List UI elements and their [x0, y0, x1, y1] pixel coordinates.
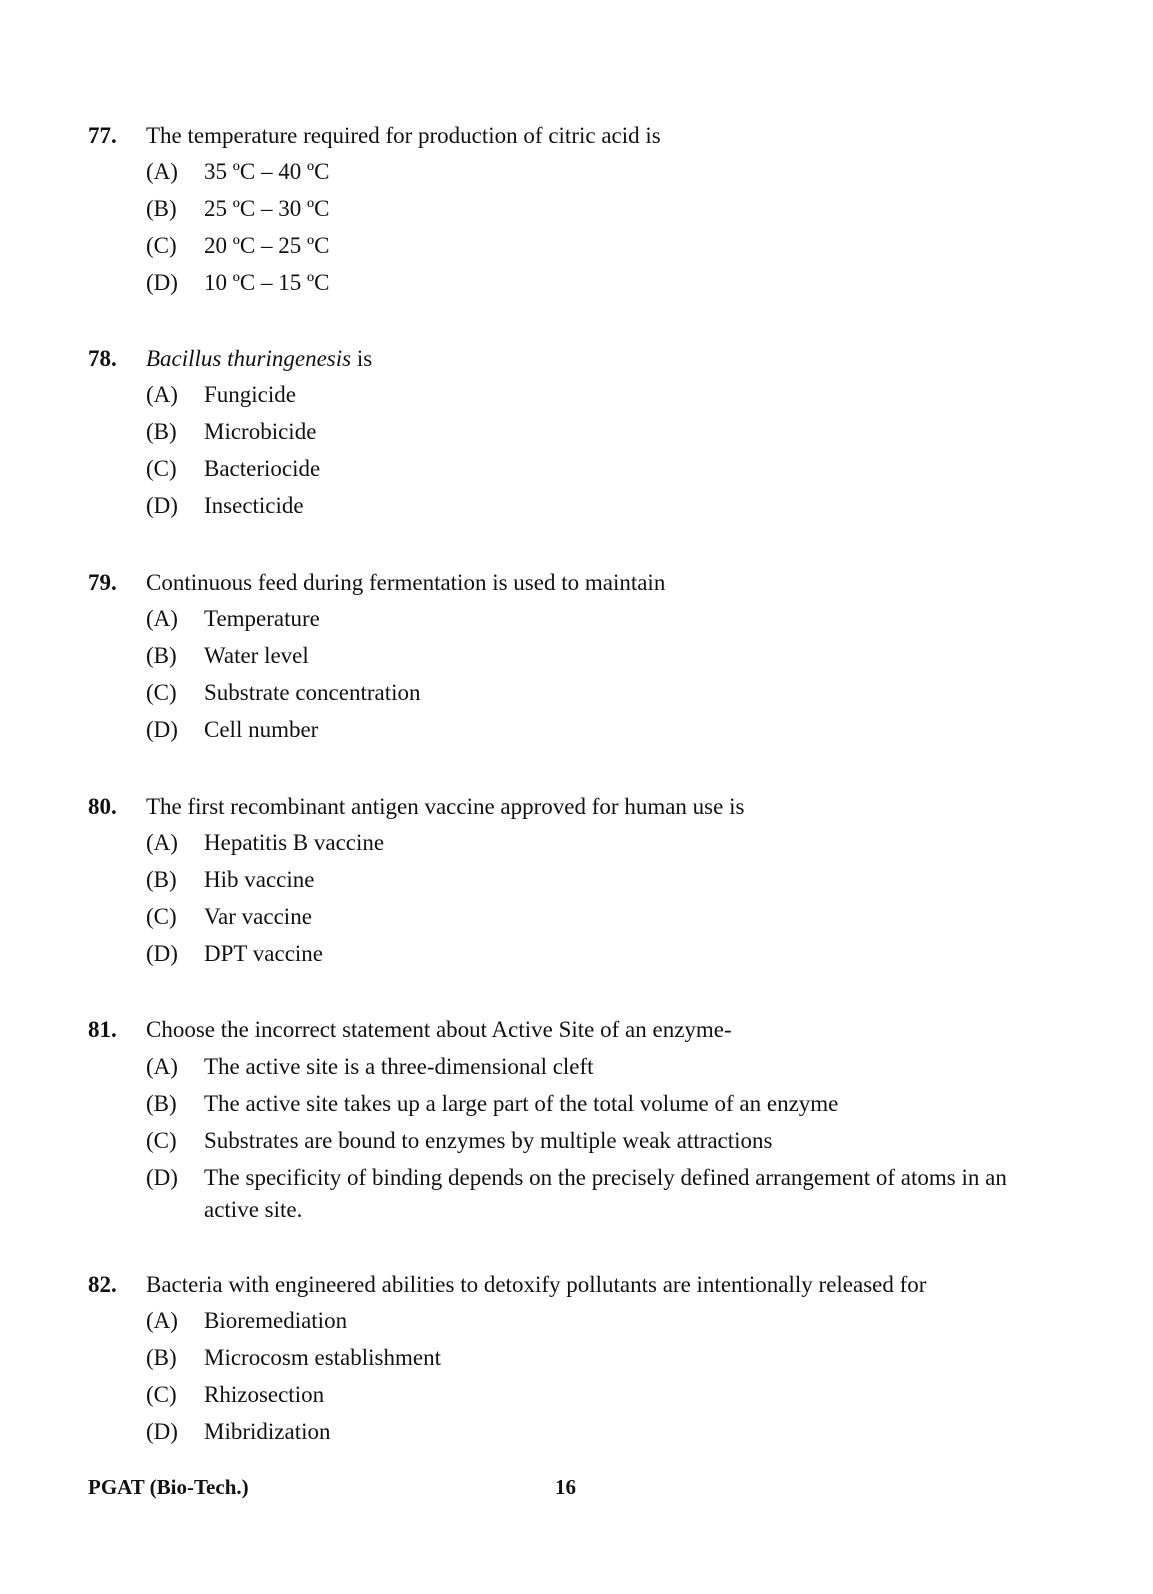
option-label: (C): [146, 233, 177, 258]
option-text: Hib vaccine: [204, 867, 315, 892]
question-number: 77.: [88, 123, 117, 148]
question-stem-line: [0, 119, 1153, 153]
option-text: Bacteriocide: [204, 456, 321, 481]
question-stem: Continuous feed during fermentation is used to maintain: [146, 570, 666, 595]
option-label: (B): [146, 419, 177, 444]
option-label: (D): [146, 941, 178, 966]
option-text: Temperature: [204, 606, 320, 631]
option-label: (B): [146, 1091, 177, 1116]
option-text: Cell number: [204, 717, 319, 742]
question-number: 79.: [88, 570, 117, 595]
question-stem-line: [0, 790, 1153, 824]
option-text: Fungicide: [204, 382, 296, 407]
option-label: (C): [146, 1382, 177, 1407]
option-text: Substrate concentration: [204, 680, 421, 705]
question-number: 80.: [88, 794, 117, 819]
option-label: (D): [146, 270, 178, 295]
option-text: Substrates are bound to enzymes by multiple weak attractions: [204, 1128, 773, 1153]
option-text: Hepatitis B vaccine: [204, 830, 385, 855]
question-stem-line: [0, 1268, 1153, 1302]
option-label: (A): [146, 1308, 178, 1333]
option-label: (D): [146, 1165, 178, 1190]
page-number: 16: [555, 1475, 576, 1499]
option-text: 20 ºC – 25 ºC: [204, 233, 330, 258]
option-text: Water level: [204, 643, 309, 668]
option-text: The active site takes up a large part of the total volume of an enzyme: [204, 1091, 839, 1116]
option-label: (D): [146, 717, 178, 742]
page-footer: [0, 1470, 1153, 1504]
question-stem: Choose the incorrect statement about Active Site of an enzyme-: [146, 1017, 732, 1042]
option-label: (C): [146, 1128, 177, 1153]
option-label: (B): [146, 867, 177, 892]
option-label: (A): [146, 606, 178, 631]
option-label: (C): [146, 680, 177, 705]
option-text: Insecticide: [204, 493, 304, 518]
option-label: (C): [146, 904, 177, 929]
option-label: (B): [146, 196, 177, 221]
option-label: (B): [146, 643, 177, 668]
question-stem: Bacteria with engineered abilities to detoxify pollutants are intentionally released for: [146, 1272, 927, 1297]
option-text: Bioremediation: [204, 1308, 348, 1333]
option-text: The specificity of binding depends on the precisely defined arrangement of atoms in an active site.: [204, 1165, 1007, 1222]
option-label: (B): [146, 1345, 177, 1370]
option-label: (A): [146, 382, 178, 407]
option-label: (C): [146, 456, 177, 481]
option-label: (A): [146, 830, 178, 855]
option-text: Mibridization: [204, 1419, 331, 1444]
question-stem-line: [0, 1013, 1153, 1047]
option-label: (D): [146, 493, 178, 518]
question-stem: The temperature required for production of citric acid is: [146, 123, 661, 148]
option-text: The active site is a three-dimensional cleft: [204, 1054, 594, 1079]
question-number: 81.: [88, 1017, 117, 1042]
question-stem-line: [0, 566, 1153, 600]
option-text: Rhizosection: [204, 1382, 325, 1407]
option-text: Microcosm establishment: [204, 1345, 441, 1370]
option-text: 10 ºC – 15 ºC: [204, 270, 330, 295]
option-text: Microbicide: [204, 419, 317, 444]
option-text: 35 ºC – 40 ºC: [204, 159, 330, 184]
option-label: (D): [146, 1419, 178, 1444]
question-stem-line: [0, 342, 1153, 376]
question-stem: [146, 342, 372, 376]
question-stem: The first recombinant antigen vaccine approved for human use is: [146, 794, 745, 819]
option-label: (A): [146, 1054, 178, 1079]
option-text: Var vaccine: [204, 904, 312, 929]
option-text: 25 ºC – 30 ºC: [204, 196, 330, 221]
question-stem-suffix: is: [351, 346, 373, 371]
question-number: 82.: [88, 1272, 117, 1297]
option-text: DPT vaccine: [204, 941, 324, 966]
paper-code: PGAT (Bio-Tech.): [88, 1475, 249, 1499]
species-name: Bacillus thuringenesis: [146, 346, 352, 371]
question-number: 78.: [88, 346, 117, 371]
option-label: (A): [146, 159, 178, 184]
